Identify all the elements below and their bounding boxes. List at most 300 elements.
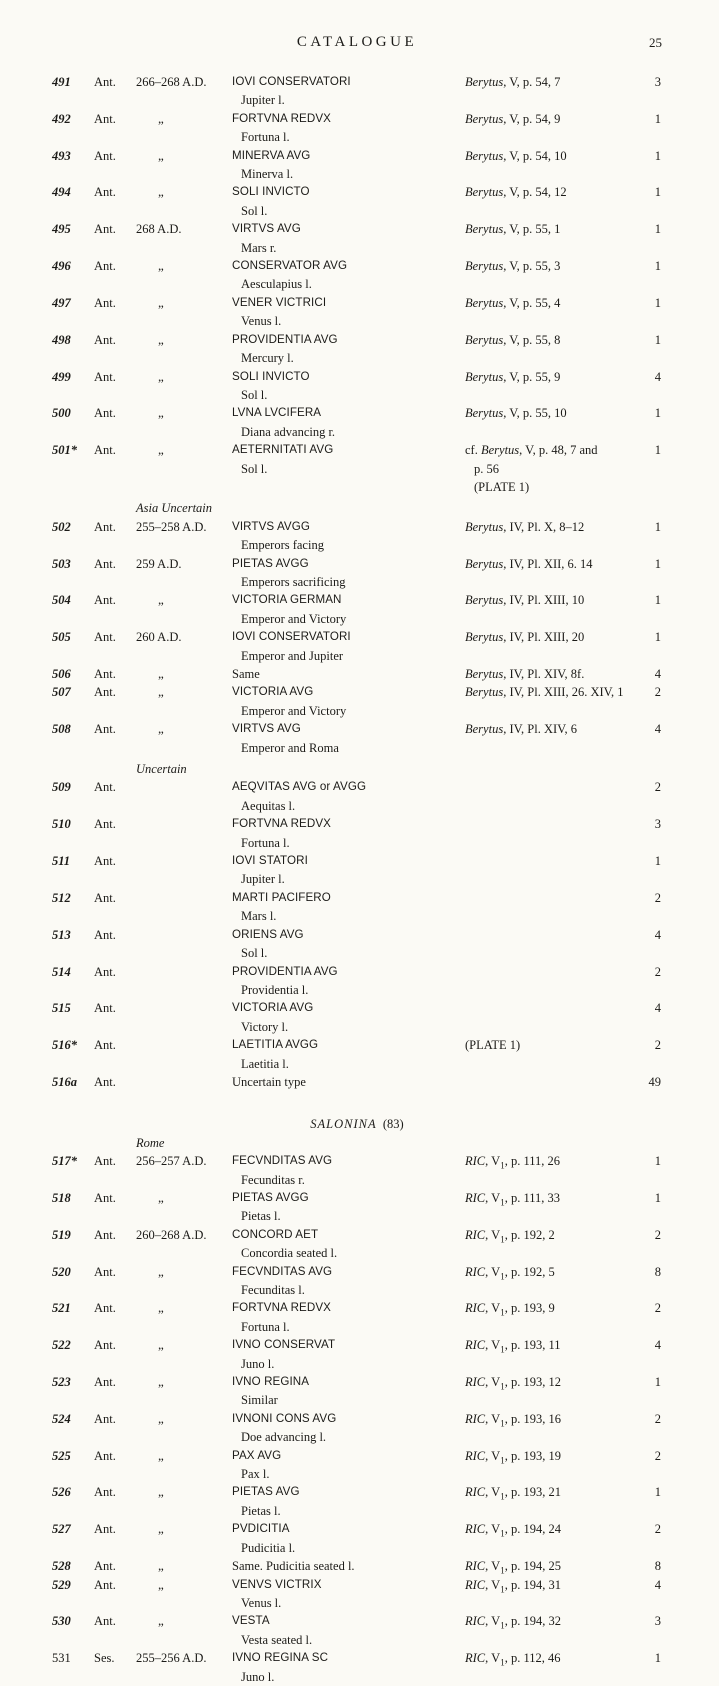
entry-number: 517* (52, 1154, 77, 1169)
type-column (232, 591, 465, 628)
type-description: Pudicitia l. (241, 1540, 296, 1555)
reference-line: Berytus, IV, Pl. XIII, 10 (465, 593, 585, 608)
type-column (232, 1612, 465, 1649)
specimen-count: 1 (654, 111, 661, 126)
catalogue-row (52, 1036, 662, 1073)
reference (465, 1036, 633, 1054)
specimen-count: 2 (654, 685, 661, 700)
reference-line: RIC, $V_1$, p. 112, 46 (465, 1651, 561, 1668)
date: „ (158, 1263, 164, 1279)
type-description: Same. Pudicitia seated l. (232, 1559, 355, 1574)
type-column (232, 1036, 465, 1073)
coin-legend: FORTVNA REDVX (232, 111, 332, 125)
catalogue-row (52, 1576, 662, 1613)
reference (465, 628, 633, 646)
denomination: Ant. (94, 817, 116, 832)
specimen-count: 1 (654, 556, 661, 571)
type-description: Pietas l. (241, 1503, 281, 1518)
date: „ (158, 147, 164, 163)
reference (465, 220, 633, 238)
reference-line: RIC, $V_1$, p. 193, 12 (465, 1375, 561, 1392)
reference (465, 441, 633, 496)
reference-line: p. 56 (474, 461, 499, 476)
catalogue-row (52, 257, 662, 294)
catalogue-row (52, 1336, 662, 1373)
denomination: Ant. (94, 1375, 116, 1390)
reference-line: Berytus, V, p. 55, 3 (465, 259, 561, 274)
reference (465, 110, 633, 128)
entry-number: 510 (52, 817, 71, 832)
entry-number: 499 (52, 369, 71, 384)
specimen-count: 4 (654, 927, 661, 942)
catalogue-row (52, 1557, 662, 1575)
reference (465, 1152, 633, 1170)
entry-number: 516a (52, 1074, 77, 1089)
type-column (232, 1576, 465, 1613)
date: „ (158, 1576, 164, 1592)
type-description: Jupiter l. (241, 872, 285, 887)
coin-legend: PAX AVG (232, 1448, 282, 1462)
reference-line: RIC, $V_1$, p. 193, 19 (465, 1448, 561, 1466)
denomination: Ant. (94, 1074, 116, 1089)
date: „ (158, 1613, 164, 1629)
specimen-count: 3 (654, 1614, 661, 1629)
type-description: Emperor and Roma (241, 740, 339, 755)
date: „ (158, 331, 164, 347)
denomination: Ant. (94, 369, 116, 384)
type-column (232, 183, 465, 220)
specimen-count: 4 (654, 1001, 661, 1016)
entry-number: 501* (52, 443, 77, 458)
coin-legend: AEQVITAS AVG or AVGG (232, 780, 367, 794)
catalogue-row (52, 110, 662, 147)
denomination: Ant. (94, 75, 116, 89)
denomination: Ant. (94, 1227, 116, 1242)
type-description: Diana advancing r. (241, 424, 336, 439)
catalogue-row (52, 1373, 662, 1410)
coin-legend: LAETITIA AVGG (232, 1038, 319, 1052)
coin-legend: VESTA (232, 1614, 270, 1628)
reference (465, 1410, 633, 1428)
type-column (232, 518, 465, 555)
type-column (232, 683, 465, 720)
date: „ (158, 1374, 164, 1390)
reference (465, 518, 633, 536)
page-title: CATALOGUE (296, 34, 418, 50)
date: „ (158, 405, 164, 421)
reference-line: Berytus, V, p. 55, 4 (465, 295, 561, 310)
date: „ (158, 592, 164, 608)
entry-number: 506 (52, 667, 71, 681)
date: 259 A.D. (136, 556, 182, 571)
specimen-count: 2 (654, 1301, 661, 1316)
type-description: Vesta seated l. (241, 1632, 313, 1647)
reference-line: Berytus, IV, Pl. XIV, 8f. (465, 667, 585, 681)
type-description: Fecunditas r. (241, 1172, 305, 1187)
reference (465, 1557, 633, 1575)
reference-line: RIC, $V_1$, p. 194, 25 (465, 1559, 561, 1576)
coin-legend: PROVIDENTIA AVG (232, 332, 338, 346)
coin-legend: SOLI INVICTO (232, 369, 310, 383)
specimen-count: 1 (654, 406, 661, 421)
coin-legend: PVDICITIA (232, 1522, 290, 1536)
coin-legend: FECVNDITAS AVG (232, 1264, 333, 1278)
denomination: Ant. (94, 1190, 116, 1205)
specimen-count: 2 (654, 1227, 661, 1242)
type-description: Same (232, 667, 260, 681)
type-column (232, 404, 465, 441)
page-header (52, 34, 662, 60)
denomination: Ant. (94, 1522, 116, 1537)
catalogue-row (52, 628, 662, 665)
coin-legend: IVNONI CONS AVG (232, 1411, 337, 1425)
date: „ (158, 442, 164, 458)
specimen-count: 3 (654, 75, 661, 89)
specimen-count: 1 (654, 185, 661, 200)
type-description: Sol l. (241, 946, 268, 961)
type-column (232, 294, 465, 331)
type-column (232, 815, 465, 852)
type-description: Victory l. (241, 1019, 289, 1034)
entry-number: 518 (52, 1190, 71, 1205)
coin-legend: CONCORD AET (232, 1227, 319, 1241)
type-description: Emperor and Victory (241, 703, 347, 718)
type-description: Emperors facing (241, 538, 324, 553)
coin-legend: IOVI CONSERVATORI (232, 75, 351, 88)
denomination: Ant. (94, 685, 116, 700)
reference (465, 404, 633, 422)
catalogue-row (52, 1410, 662, 1447)
catalogue-row (52, 1612, 662, 1649)
specimen-count: 2 (654, 1038, 661, 1053)
mint-section-label: Uncertain (136, 762, 187, 777)
date: „ (158, 258, 164, 274)
denomination: Ses. (94, 1651, 115, 1666)
reference (465, 294, 633, 312)
type-column (232, 963, 465, 1000)
specimen-count: 4 (654, 1338, 661, 1353)
specimen-count: 1 (654, 295, 661, 310)
denomination: Ant. (94, 259, 116, 274)
entry-number: 495 (52, 222, 71, 237)
type-description: Fecunditas l. (241, 1283, 305, 1297)
entry-number: 522 (52, 1338, 71, 1353)
coin-legend: IOVI CONSERVATORI (232, 630, 351, 644)
type-description: Mercury l. (241, 351, 294, 366)
entry-number: 504 (52, 593, 71, 608)
entry-number: 527 (52, 1522, 71, 1537)
date: 255–258 A.D. (136, 519, 207, 534)
coin-legend: PIETAS AVG (232, 1485, 300, 1499)
coin-legend: ORIENS AVG (232, 927, 304, 941)
type-description: Sol l. (241, 461, 268, 476)
type-description: Pietas l. (241, 1209, 281, 1224)
specimen-count: 1 (654, 1154, 661, 1169)
type-column (232, 73, 465, 110)
reference (465, 147, 633, 165)
specimen-count: 1 (654, 593, 661, 608)
denomination: Ant. (94, 854, 116, 869)
date: „ (158, 294, 164, 310)
specimen-count: 2 (654, 964, 661, 979)
specimen-count: 1 (654, 1375, 661, 1390)
type-column (232, 889, 465, 926)
coin-legend: VENVS VICTRIX (232, 1577, 322, 1591)
entry-number: 530 (52, 1614, 71, 1629)
entry-number: 502 (52, 519, 71, 534)
type-description: Venus l. (241, 1595, 282, 1610)
type-description: Mars r. (241, 240, 277, 255)
type-column (232, 331, 465, 368)
type-column (232, 852, 465, 889)
reference (465, 73, 633, 91)
denomination: Ant. (94, 185, 116, 200)
date: 266–268 A.D. (136, 75, 207, 89)
type-column (232, 1299, 465, 1336)
coin-legend: IVNO CONSERVAT (232, 1338, 336, 1352)
entry-number: 531 (52, 1651, 71, 1666)
reference (465, 1612, 633, 1630)
entry-number: 494 (52, 185, 71, 200)
type-description: Aequitas l. (241, 798, 296, 813)
catalogue-row (52, 73, 662, 110)
specimen-count: 1 (654, 1485, 661, 1500)
coin-legend: IVNO REGINA (232, 1375, 310, 1389)
type-description: Minerva l. (241, 167, 294, 182)
catalogue-row (52, 147, 662, 184)
specimen-count: 1 (654, 1190, 661, 1205)
reference-line: RIC, $V_1$, p. 193, 9 (465, 1301, 555, 1318)
catalogue-row (52, 441, 662, 496)
coin-legend: VICTORIA GERMAN (232, 593, 342, 607)
type-description: Mars l. (241, 909, 277, 924)
catalogue-row (52, 683, 662, 720)
reference (465, 1263, 633, 1281)
reference-line: RIC, $V_1$, p. 194, 31 (465, 1577, 561, 1594)
type-description: Emperors sacrificing (241, 574, 346, 589)
type-column (232, 1520, 465, 1557)
catalogue-row (52, 778, 662, 815)
reference-line: Berytus, V, p. 55, 8 (465, 332, 561, 347)
reference (465, 1226, 633, 1244)
denomination: Ant. (94, 1154, 116, 1169)
entry-number: 519 (52, 1227, 71, 1242)
reference-line: Berytus, V, p. 54, 7 (465, 75, 561, 89)
entry-number: 511 (52, 854, 71, 869)
reference (465, 591, 633, 609)
denomination: Ant. (94, 667, 116, 681)
section-heading (52, 1115, 662, 1133)
specimen-count: 2 (654, 780, 661, 795)
coin-legend: VIRTVS AVGG (232, 519, 310, 533)
entry-number: 498 (52, 332, 71, 347)
reference (465, 1576, 633, 1594)
denomination: Ant. (94, 1001, 116, 1016)
catalogue-row (52, 1299, 662, 1336)
section-heading-name: SALONINA (310, 1117, 377, 1132)
date: „ (158, 184, 164, 200)
coin-legend: FORTVNA REDVX (232, 1301, 332, 1315)
date: „ (158, 1558, 164, 1574)
type-description: Juno l. (241, 1356, 275, 1371)
denomination: Ant. (94, 722, 116, 737)
date: 255–256 A.D. (136, 1651, 207, 1666)
reference (465, 1649, 633, 1667)
specimen-count: 2 (654, 1522, 661, 1537)
denomination: Ant. (94, 222, 116, 237)
specimen-count: 2 (654, 890, 661, 905)
specimen-count: 4 (654, 667, 661, 681)
catalogue-row (52, 183, 662, 220)
coin-legend: AETERNITATI AVG (232, 443, 334, 457)
catalogue-row (52, 963, 662, 1000)
type-description: Providentia l. (241, 982, 309, 997)
type-column (232, 1263, 465, 1300)
catalogue-row (52, 1447, 662, 1484)
specimen-count: 2 (654, 1448, 661, 1463)
entry-number: 529 (52, 1577, 71, 1592)
date: „ (158, 1410, 164, 1426)
type-description: Juno l. (241, 1669, 275, 1684)
type-column (232, 1373, 465, 1410)
type-column (232, 778, 465, 815)
catalogue-row (52, 294, 662, 331)
entry-number: 507 (52, 685, 71, 700)
entry-number: 512 (52, 890, 71, 905)
type-column (232, 1410, 465, 1447)
reference-line: Berytus, IV, Pl. X, 8–12 (465, 519, 585, 534)
reference (465, 555, 633, 573)
entry-number: 505 (52, 630, 71, 645)
specimen-count: 1 (654, 519, 661, 534)
reference-line: RIC, $V_1$, p. 192, 5 (465, 1264, 555, 1282)
entry-number: 514 (52, 964, 71, 979)
entry-number: 526 (52, 1485, 71, 1500)
type-description: Laetitia l. (241, 1056, 289, 1071)
denomination: Ant. (94, 1264, 116, 1279)
type-column (232, 1336, 465, 1373)
entry-number: 500 (52, 406, 71, 421)
catalogue-row (52, 555, 662, 592)
entry-number: 528 (52, 1559, 71, 1574)
coin-legend: MARTI PACIFERO (232, 890, 331, 904)
date: „ (158, 721, 164, 737)
type-description: Venus l. (241, 314, 282, 329)
reference-line: RIC, $V_1$, p. 193, 16 (465, 1411, 561, 1429)
mint-section-label: Asia Uncertain (136, 501, 213, 516)
date: „ (158, 110, 164, 126)
catalogue-row (52, 220, 662, 257)
coin-legend: MINERVA AVG (232, 148, 311, 162)
catalogue-row (52, 1483, 662, 1520)
reference (465, 720, 633, 738)
denomination: Ant. (94, 519, 116, 534)
reference (465, 331, 633, 349)
denomination: Ant. (94, 1301, 116, 1316)
type-column (232, 628, 465, 665)
coin-legend: VIRTVS AVG (232, 722, 301, 736)
date: 260 A.D. (136, 630, 182, 645)
specimen-count: 2 (654, 1411, 661, 1426)
type-column (232, 720, 465, 757)
catalogue-row (52, 852, 662, 889)
specimen-count: 1 (654, 630, 661, 645)
reference-line: Berytus, V, p. 54, 12 (465, 185, 567, 200)
date: „ (158, 1521, 164, 1537)
specimen-count: 4 (654, 1577, 661, 1592)
denomination: Ant. (94, 1577, 116, 1592)
type-column (232, 147, 465, 184)
catalogue-row (52, 999, 662, 1036)
type-description: Emperor and Victory (241, 611, 347, 626)
coin-legend: CONSERVATOR AVG (232, 259, 348, 273)
denomination: Ant. (94, 556, 116, 571)
reference-line: (PLATE 1) (465, 1038, 521, 1053)
entry-number: 491 (52, 75, 71, 89)
reference-line: RIC, $V_1$, p. 193, 11 (465, 1338, 561, 1355)
specimen-count: 1 (654, 259, 661, 274)
reference (465, 1447, 633, 1465)
type-description: Doe advancing l. (241, 1430, 327, 1445)
reference (465, 1373, 633, 1391)
specimen-count: 4 (654, 722, 661, 737)
entry-number: 509 (52, 780, 71, 795)
type-column (232, 257, 465, 294)
type-column (232, 1557, 465, 1575)
entry-number: 497 (52, 295, 71, 310)
type-description: Aesculapius l. (241, 277, 312, 292)
type-column (232, 110, 465, 147)
specimen-count: 1 (654, 148, 661, 163)
date: 268 A.D. (136, 222, 182, 237)
coin-legend: FORTVNA REDVX (232, 817, 332, 831)
denomination: Ant. (94, 780, 116, 795)
reference (465, 683, 633, 701)
type-column (232, 1073, 465, 1091)
type-column (232, 555, 465, 592)
denomination: Ant. (94, 630, 116, 645)
type-description: Sol l. (241, 203, 268, 218)
type-column (232, 1152, 465, 1189)
denomination: Ant. (94, 964, 116, 979)
section-heading-count: (83) (376, 1117, 404, 1132)
specimen-count: 4 (654, 369, 661, 384)
reference-line: RIC, $V_1$, p. 111, 33 (465, 1190, 561, 1208)
specimen-count: 8 (654, 1264, 661, 1279)
date: „ (158, 684, 164, 700)
catalogue-row (52, 331, 662, 368)
entry-number: 503 (52, 556, 71, 571)
coin-legend: PIETAS AVGG (232, 1190, 309, 1204)
entry-number: 492 (52, 111, 71, 126)
catalogue-row (52, 1649, 662, 1686)
type-description: Similar (241, 1393, 278, 1408)
reference (465, 1520, 633, 1538)
reference (465, 368, 633, 386)
date: „ (158, 1300, 164, 1316)
catalogue-row (52, 1073, 662, 1091)
date: 260–268 A.D. (136, 1227, 207, 1242)
catalogue-row (52, 815, 662, 852)
entry-number: 496 (52, 259, 71, 274)
type-column (232, 1649, 465, 1686)
denomination: Ant. (94, 148, 116, 163)
reference (465, 1336, 633, 1354)
specimen-count: 1 (654, 1651, 661, 1666)
catalogue-body (52, 73, 662, 1686)
reference-line: RIC, $V_1$, p. 194, 32 (465, 1614, 561, 1631)
entry-number: 520 (52, 1264, 71, 1279)
